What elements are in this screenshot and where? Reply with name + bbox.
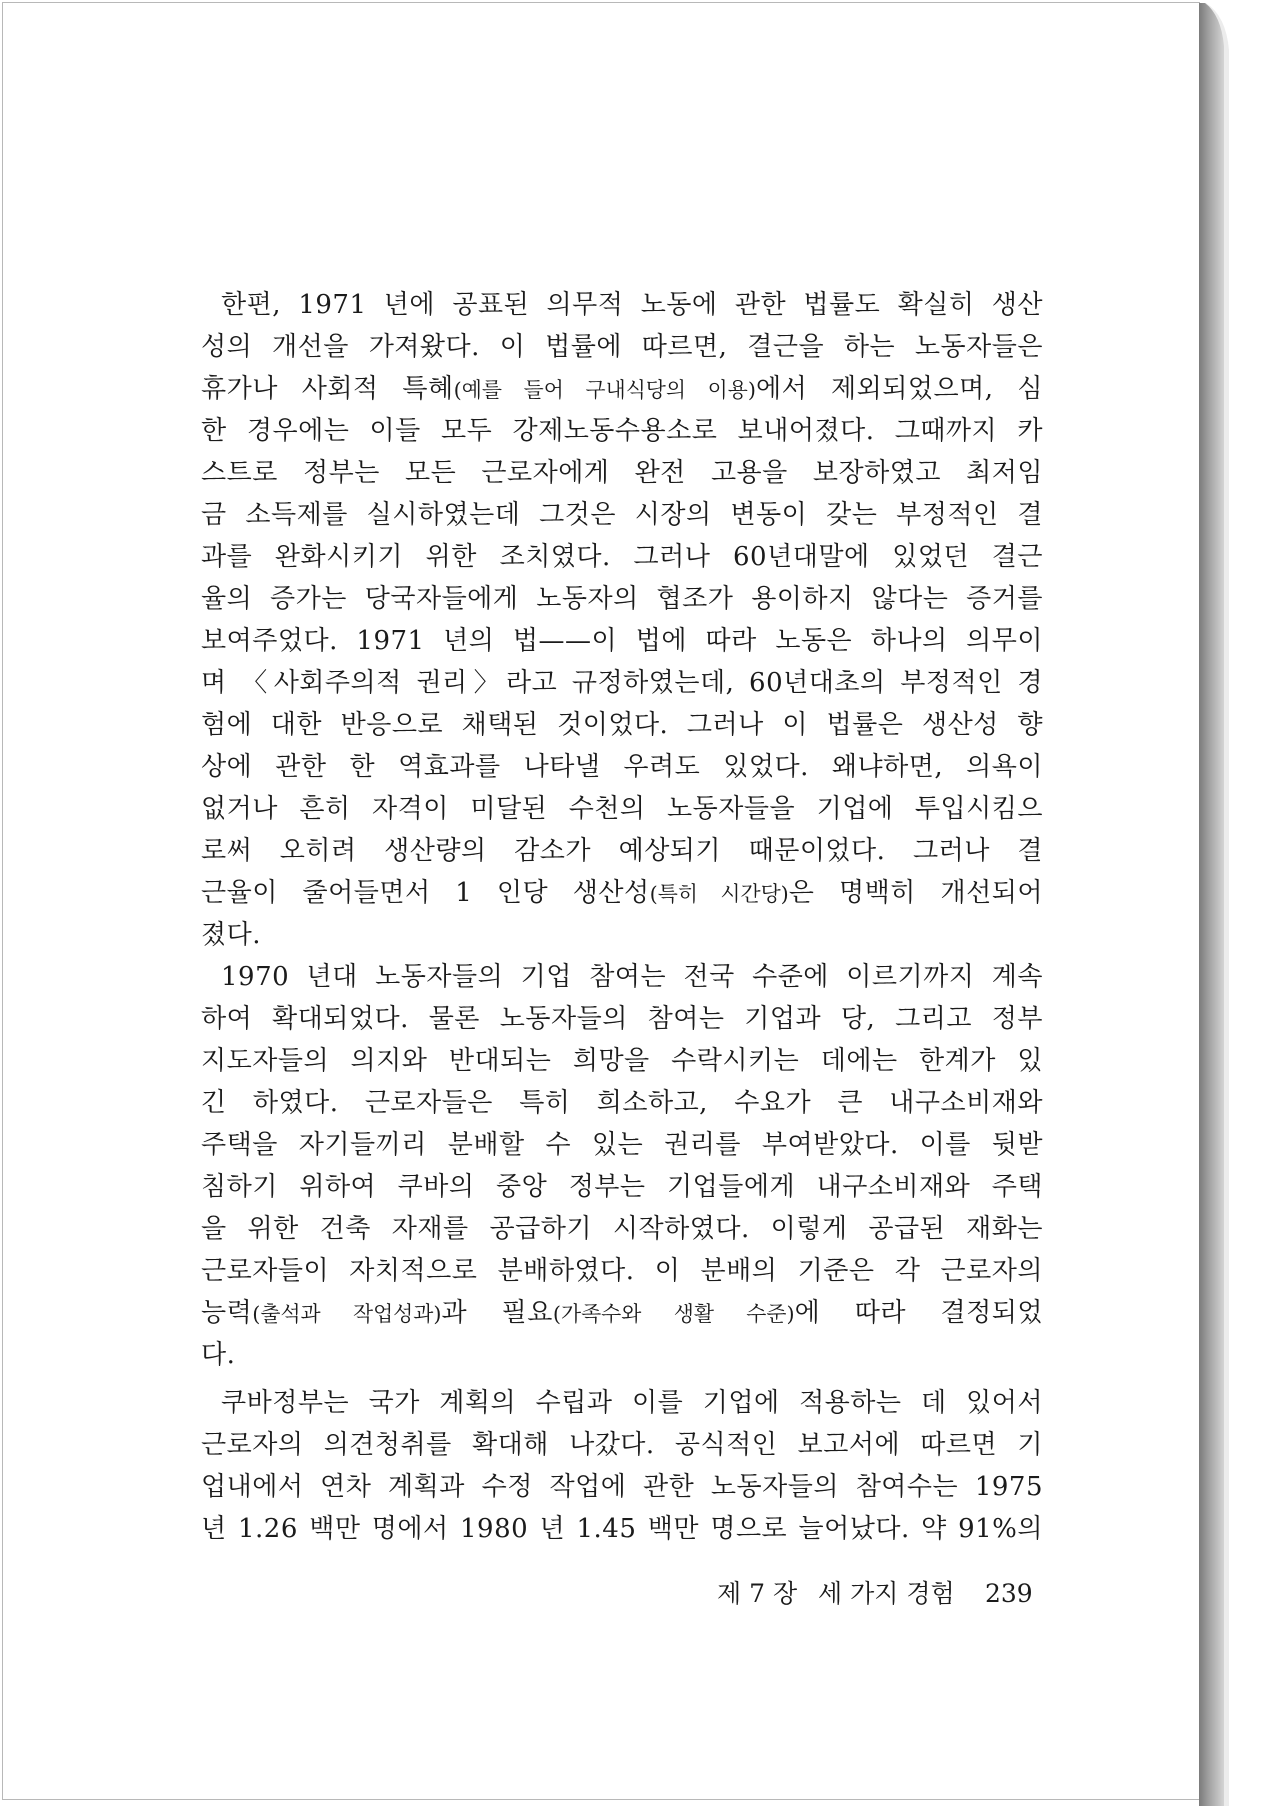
chapter-title: 세 가지 경험 xyxy=(818,1579,955,1608)
text-line: 능력(출석과 작업성과)과 필요(가족수와 생활 수준)에 따라 결정되었 xyxy=(201,1298,1043,1328)
text-line: 며 〈사회주의적 권리〉라고 규정하였는데, 60년대초의 부정적인 경 xyxy=(201,668,1043,698)
text-line: 근로자의 의견청취를 확대해 나갔다. 공식적인 보고서에 따르면 기 xyxy=(201,1430,1043,1460)
page-number: 239 xyxy=(985,1579,1033,1608)
text-line: 없거나 흔히 자격이 미달된 수천의 노동자들을 기업에 투입시킴으 xyxy=(201,794,1043,824)
running-footer xyxy=(0,1573,1276,1615)
text-line: 한편, 1971 년에 공표된 의무적 노동에 관한 법률도 확실히 생산 xyxy=(221,290,1043,320)
text-line: 지도자들의 의지와 반대되는 희망을 수락시키는 데에는 한계가 있 xyxy=(201,1046,1043,1076)
parenthetical-text: (가족수와 생활 수준) xyxy=(552,1302,795,1326)
text-line: 주택을 자기들끼리 분배할 수 있는 권리를 부여받았다. 이를 뒷받 xyxy=(201,1130,1043,1160)
paragraph xyxy=(201,956,1043,1376)
text-line: 과를 완화시키기 위한 조치였다. 그러나 60년대말에 있었던 결근 xyxy=(201,542,1043,572)
text-line: 업내에서 연차 계획과 수정 작업에 관한 노동자들의 참여수는 1975 xyxy=(201,1472,1043,1502)
text-line: 긴 하였다. 근로자들은 특히 희소하고, 수요가 큰 내구소비재와 xyxy=(201,1088,1043,1118)
text-line: 성의 개선을 가져왔다. 이 법률에 따르면, 결근을 하는 노동자들은 xyxy=(201,332,1043,362)
paragraph xyxy=(201,284,1043,956)
text-line: 상에 관한 한 역효과를 나타낼 우려도 있었다. 왜냐하면, 의욕이 xyxy=(201,752,1043,782)
text-line: 하여 확대되었다. 물론 노동자들의 참여는 기업과 당, 그리고 정부 xyxy=(201,1004,1043,1034)
parenthetical-text: (출석과 작업성과) xyxy=(252,1302,442,1326)
text-line: 침하기 위하여 쿠바의 중앙 정부는 기업들에게 내구소비재와 주택 xyxy=(201,1172,1043,1202)
text-line: 을 위한 건축 자재를 공급하기 시작하였다. 이렇게 공급된 재화는 xyxy=(201,1214,1043,1244)
text-line: 험에 대한 반응으로 채택된 것이었다. 그러나 이 법률은 생산성 향 xyxy=(201,710,1043,740)
text-line: 다. xyxy=(201,1340,236,1370)
page-edge-soft-shadow xyxy=(1199,3,1229,1806)
text-line: 로써 오히려 생산량의 감소가 예상되기 때문이었다. 그러나 결 xyxy=(201,836,1043,866)
text-line: 금 소득제를 실시하였는데 그것은 시장의 변동이 갖는 부정적인 결 xyxy=(201,500,1043,530)
text-line: 졌다. xyxy=(201,920,261,950)
text-line: 1970 년대 노동자들의 기업 참여는 전국 수준에 이르기까지 계속 xyxy=(221,962,1043,992)
text-line: 근율이 줄어들면서 1 인당 생산성(특히 시간당)은 명백히 개선되어 xyxy=(201,878,1043,908)
text-line: 년 1.26 백만 명에서 1980 년 1.45 백만 명으로 늘어났다. 약 91%의 xyxy=(201,1514,1043,1544)
parenthetical-text: (예를 들어 구내식당의 이용) xyxy=(453,378,756,402)
text-line: 스트로 정부는 모든 근로자에게 완전 고용을 보장하였고 최저임 xyxy=(201,458,1043,488)
text-line: 보여주었다. 1971 년의 법——이 법에 따라 노동은 하나의 의무이 xyxy=(201,626,1043,656)
chapter-number: 제 7 장 xyxy=(717,1579,798,1608)
text-line: 율의 증가는 당국자들에게 노동자의 협조가 용이하지 않다는 증거를 xyxy=(201,584,1043,614)
body-text xyxy=(201,284,1043,1550)
paragraph xyxy=(201,1382,1043,1550)
text-line: 쿠바정부는 국가 계획의 수립과 이를 기업에 적용하는 데 있어서 xyxy=(221,1388,1043,1418)
text-line: 휴가나 사회적 특혜(예를 들어 구내식당의 이용)에서 제외되었으며, 심 xyxy=(201,374,1043,404)
parenthetical-text: (특히 시간당) xyxy=(649,882,789,906)
page-curl xyxy=(1199,3,1224,1806)
text-line: 한 경우에는 이들 모두 강제노동수용소로 보내어졌다. 그때까지 카 xyxy=(201,416,1043,446)
text-line: 근로자들이 자치적으로 분배하였다. 이 분배의 기준은 각 근로자의 xyxy=(201,1256,1043,1286)
